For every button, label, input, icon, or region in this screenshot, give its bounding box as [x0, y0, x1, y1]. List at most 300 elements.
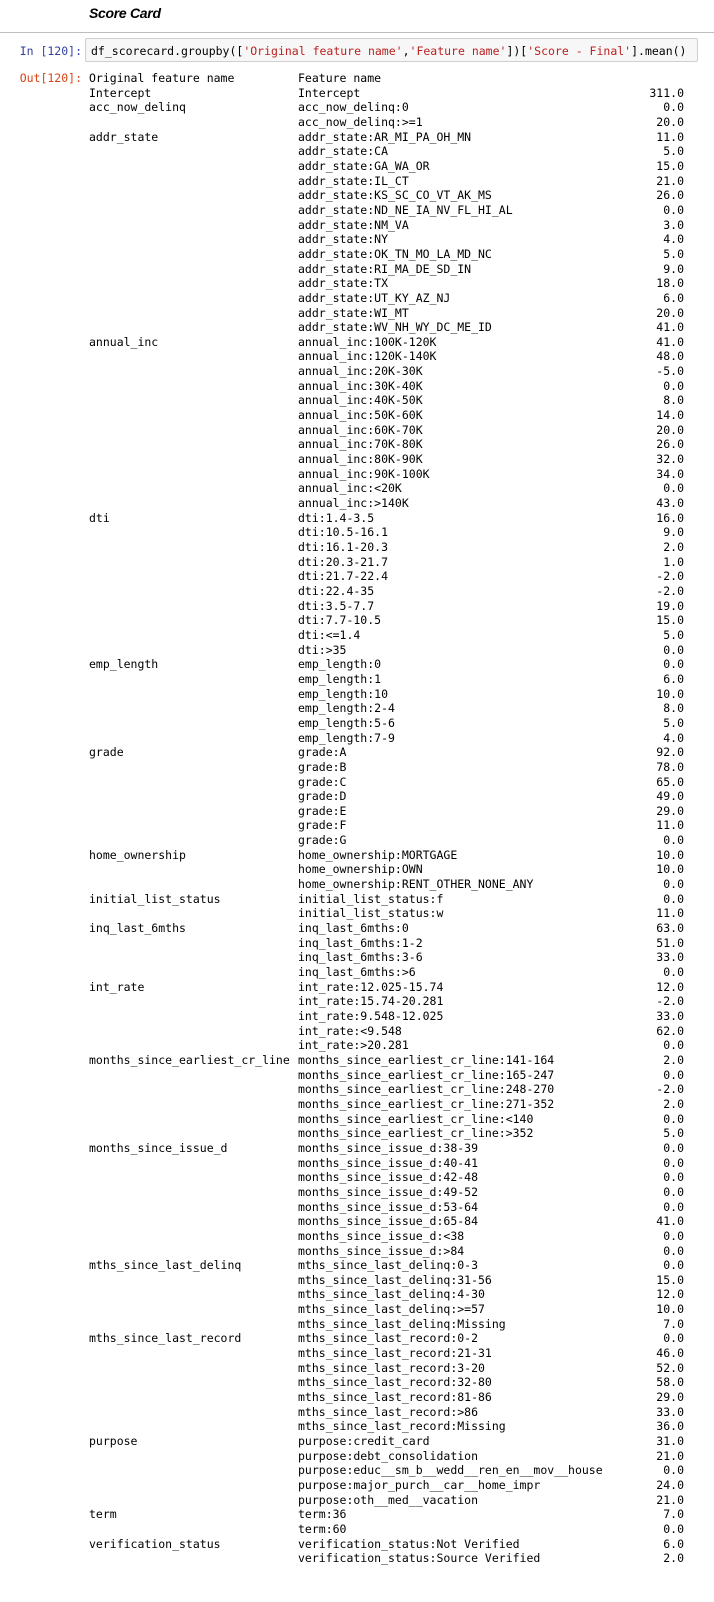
score-value: 0.0 — [663, 1170, 684, 1185]
score-value: 5.0 — [663, 246, 684, 261]
output-row — [89, 994, 684, 1009]
output-row — [89, 1361, 684, 1376]
feature-name: months_since_issue_d:42-48 — [298, 1170, 479, 1185]
original-feature-name — [89, 599, 298, 614]
original-feature-name — [89, 1068, 298, 1083]
feature-name: acc_now_delinq:0 — [298, 100, 409, 115]
original-feature-name — [89, 188, 298, 203]
header-feature-name: Feature name — [298, 71, 382, 85]
output-row — [89, 218, 684, 233]
output-row — [89, 511, 684, 526]
score-value: 65.0 — [656, 774, 684, 789]
output-row — [89, 232, 684, 247]
feature-name: home_ownership:OWN — [298, 862, 423, 877]
output-area — [89, 71, 684, 1566]
score-value: 14.0 — [656, 408, 684, 423]
score-value: 0.0 — [663, 891, 684, 906]
original-feature-name — [89, 481, 298, 496]
output-row — [89, 115, 684, 130]
original-feature-name — [89, 525, 298, 540]
original-feature-name — [89, 1200, 298, 1215]
output-row — [89, 1082, 684, 1097]
score-value: 0.0 — [663, 642, 684, 657]
original-feature-name — [89, 936, 298, 951]
feature-name: emp_length:5-6 — [298, 715, 395, 730]
score-value: 10.0 — [656, 686, 684, 701]
score-value: 24.0 — [656, 1478, 684, 1492]
score-value: 0.0 — [663, 1463, 684, 1478]
output-row — [89, 188, 684, 203]
original-feature-name — [89, 1170, 298, 1185]
output-row — [89, 980, 684, 995]
feature-name: home_ownership:RENT_OTHER_NONE_ANY — [298, 877, 534, 892]
feature-name: mths_since_last_record:0-2 — [298, 1331, 479, 1346]
original-feature-name — [89, 379, 298, 394]
score-value: 21.0 — [656, 1448, 684, 1463]
score-value: 26.0 — [656, 437, 684, 452]
original-feature-name — [89, 862, 298, 877]
original-feature-name — [89, 203, 298, 218]
output-row — [89, 467, 684, 482]
score-value: 19.0 — [656, 598, 684, 613]
score-value: 0.0 — [663, 1228, 684, 1243]
original-feature-name — [89, 1449, 298, 1464]
header-original-feature-name: Original feature name — [89, 71, 235, 85]
original-feature-name — [89, 364, 298, 379]
original-feature-name — [89, 818, 298, 833]
original-feature-name — [89, 1463, 298, 1478]
output-row — [89, 731, 684, 746]
output-row — [89, 159, 684, 174]
original-feature-name — [89, 408, 298, 423]
feature-name: purpose:oth__med__vacation — [298, 1492, 479, 1507]
output-row — [89, 657, 684, 672]
output-row — [89, 247, 684, 262]
output-row — [89, 1390, 684, 1405]
feature-name: addr_state:AR_MI_PA_OH_MN — [298, 129, 472, 144]
feature-name: addr_state:OK_TN_MO_LA_MD_NC — [298, 246, 492, 261]
feature-name: months_since_issue_d:<38 — [298, 1228, 465, 1243]
code-text[interactable] — [91, 44, 686, 58]
output-row — [89, 906, 684, 921]
output-row — [89, 393, 684, 408]
score-value: 6.0 — [663, 1536, 684, 1551]
original-feature-name — [89, 1214, 298, 1229]
original-feature-name: term — [89, 1507, 117, 1522]
score-value: 0.0 — [663, 1067, 684, 1082]
original-feature-name — [89, 613, 298, 628]
original-feature-name — [89, 467, 298, 482]
output-row — [89, 174, 684, 189]
original-feature-name — [89, 1082, 298, 1097]
score-value: 0.0 — [663, 657, 684, 672]
output-row — [89, 1214, 684, 1229]
feature-name: addr_state:ND_NE_IA_NV_FL_HI_AL — [298, 202, 513, 217]
feature-name: emp_length:10 — [298, 686, 389, 701]
output-row — [89, 701, 684, 716]
original-feature-name — [89, 1009, 298, 1024]
output-row — [89, 760, 684, 775]
score-value: 5.0 — [663, 627, 684, 642]
score-value: 12.0 — [656, 979, 684, 994]
output-row — [89, 818, 684, 833]
score-value: 34.0 — [656, 466, 684, 481]
original-feature-name — [89, 1097, 298, 1112]
feature-name: emp_length:7-9 — [298, 730, 395, 745]
output-row — [89, 1156, 684, 1171]
output-row — [89, 716, 684, 731]
original-feature-name — [89, 584, 298, 599]
original-feature-name: annual_inc — [89, 334, 159, 349]
original-feature-name — [89, 291, 298, 306]
feature-name: emp_length:1 — [298, 671, 382, 686]
original-feature-name: months_since_earliest_cr_line — [89, 1052, 290, 1067]
feature-name: dti:3.5-7.7 — [298, 598, 375, 613]
original-feature-name — [89, 1390, 298, 1405]
output-row — [89, 965, 684, 980]
original-feature-name: Intercept — [89, 85, 152, 100]
output-row — [89, 540, 684, 555]
output-row — [89, 1287, 684, 1302]
output-row — [89, 1200, 684, 1215]
original-feature-name — [89, 1346, 298, 1361]
original-feature-name — [89, 423, 298, 438]
feature-name: annual_inc:70K-80K — [298, 437, 423, 452]
output-row — [89, 1126, 684, 1141]
output-row — [89, 921, 684, 936]
score-value: -2.0 — [656, 583, 684, 598]
score-value: 16.0 — [656, 510, 684, 525]
original-feature-name — [89, 731, 298, 746]
score-value: 0.0 — [663, 202, 684, 217]
feature-name: annual_inc:<20K — [298, 481, 402, 496]
output-row — [89, 877, 684, 892]
score-value: 32.0 — [656, 452, 684, 467]
output-row — [89, 306, 684, 321]
output-row — [89, 379, 684, 394]
output-row — [89, 364, 684, 379]
output-row — [89, 672, 684, 687]
score-value: 7.0 — [663, 1507, 684, 1522]
feature-name: purpose:major_purch__car__home_impr — [298, 1478, 541, 1492]
score-value: 6.0 — [663, 671, 684, 686]
feature-name: mths_since_last_record:81-86 — [298, 1390, 492, 1405]
feature-name: dti:1.4-3.5 — [298, 510, 375, 525]
score-value: 92.0 — [656, 745, 684, 760]
original-feature-name: purpose — [89, 1434, 138, 1449]
output-row — [89, 833, 684, 848]
score-value: 29.0 — [656, 1390, 684, 1405]
original-feature-name — [89, 672, 298, 687]
score-value: 0.0 — [663, 1140, 684, 1155]
original-feature-name — [89, 1361, 298, 1376]
feature-name: annual_inc:100K-120K — [298, 334, 437, 349]
score-value: 10.0 — [656, 847, 684, 862]
score-value: 0.0 — [663, 1331, 684, 1346]
score-value: 0.0 — [663, 833, 684, 848]
original-feature-name: addr_state — [89, 129, 159, 144]
score-value: 52.0 — [656, 1360, 684, 1375]
original-feature-name — [89, 1419, 298, 1434]
score-value: 5.0 — [663, 715, 684, 730]
original-feature-name — [89, 950, 298, 965]
feature-name: addr_state:CA — [298, 144, 389, 159]
original-feature-name — [89, 1493, 298, 1508]
original-feature-name — [89, 218, 298, 233]
original-feature-name — [89, 701, 298, 716]
score-value: 21.0 — [656, 1492, 684, 1507]
score-value: -2.0 — [656, 569, 684, 584]
section-title: Score Card — [89, 5, 161, 21]
feature-name: months_since_issue_d:49-52 — [298, 1184, 479, 1199]
feature-name: months_since_issue_d:53-64 — [298, 1199, 479, 1214]
feature-name: Intercept — [298, 85, 361, 100]
output-row — [89, 130, 684, 145]
original-feature-name — [89, 760, 298, 775]
original-feature-name — [89, 1551, 298, 1566]
output-header-row — [89, 71, 684, 86]
original-feature-name — [89, 555, 298, 570]
score-value: 0.0 — [663, 1243, 684, 1258]
score-value: 10.0 — [656, 862, 684, 877]
original-feature-name — [89, 1478, 298, 1493]
feature-name: months_since_issue_d:38-39 — [298, 1140, 479, 1155]
output-row — [89, 1258, 684, 1273]
original-feature-name — [89, 1112, 298, 1127]
output-row — [89, 1537, 684, 1552]
cell-separator — [0, 32, 714, 33]
original-feature-name — [89, 437, 298, 452]
score-value: 78.0 — [656, 759, 684, 774]
output-row — [89, 643, 684, 658]
score-value: 11.0 — [656, 906, 684, 921]
feature-name: dti:16.1-20.3 — [298, 540, 389, 554]
output-row — [89, 1185, 684, 1200]
score-value: 15.0 — [656, 158, 684, 173]
output-row — [89, 1419, 684, 1434]
output-row — [89, 320, 684, 335]
feature-name: initial_list_status:w — [298, 906, 444, 921]
output-row — [89, 349, 684, 364]
original-feature-name — [89, 247, 298, 262]
original-feature-name — [89, 1317, 298, 1332]
score-value: 2.0 — [663, 1551, 684, 1566]
score-value: 2.0 — [663, 1052, 684, 1067]
score-value: 0.0 — [663, 1184, 684, 1199]
feature-name: annual_inc:80K-90K — [298, 452, 423, 467]
output-row — [89, 1375, 684, 1390]
score-value: 36.0 — [656, 1419, 684, 1434]
score-value: 41.0 — [656, 334, 684, 349]
score-value: 11.0 — [656, 818, 684, 833]
original-feature-name — [89, 1126, 298, 1141]
output-row — [89, 1463, 684, 1478]
feature-name: addr_state:RI_MA_DE_SD_IN — [298, 261, 472, 276]
feature-name: annual_inc:40K-50K — [298, 393, 423, 408]
feature-name: int_rate:>20.281 — [298, 1038, 409, 1053]
feature-name: grade:A — [298, 745, 347, 760]
score-value: 0.0 — [663, 1258, 684, 1273]
feature-name: int_rate:15.74-20.281 — [298, 994, 444, 1009]
feature-name: home_ownership:MORTGAGE — [298, 847, 458, 862]
feature-name: int_rate:9.548-12.025 — [298, 1009, 444, 1023]
original-feature-name: inq_last_6mths — [89, 921, 186, 936]
score-value: 8.0 — [663, 393, 684, 408]
output-row — [89, 496, 684, 511]
output-row — [89, 1331, 684, 1346]
feature-name: annual_inc:30K-40K — [298, 378, 423, 393]
score-value: 63.0 — [656, 921, 684, 936]
feature-name: term:36 — [298, 1507, 347, 1522]
feature-name: grade:E — [298, 803, 347, 818]
output-row — [89, 950, 684, 965]
output-row — [89, 775, 684, 790]
output-row — [89, 569, 684, 584]
feature-name: dti:<=1.4 — [298, 627, 361, 642]
feature-name: dti:22.4-35 — [298, 583, 375, 598]
feature-name: mths_since_last_record:3-20 — [298, 1360, 485, 1375]
score-value: 0.0 — [663, 378, 684, 393]
score-value: 0.0 — [663, 1038, 684, 1053]
score-value: -2.0 — [656, 994, 684, 1009]
output-row — [89, 1346, 684, 1361]
output-row — [89, 613, 684, 628]
score-value: 10.0 — [656, 1302, 684, 1317]
original-feature-name — [89, 174, 298, 189]
feature-name: grade:D — [298, 789, 347, 804]
score-value: 2.0 — [663, 540, 684, 554]
score-value: 29.0 — [656, 803, 684, 818]
original-feature-name: months_since_issue_d — [89, 1140, 228, 1155]
original-feature-name — [89, 540, 298, 555]
original-feature-name — [89, 115, 298, 130]
feature-name: verification_status:Source Verified — [298, 1551, 541, 1566]
feature-name: mths_since_last_delinq:0-3 — [298, 1258, 479, 1273]
score-value: 311.0 — [649, 85, 684, 100]
original-feature-name — [89, 232, 298, 247]
score-value: 5.0 — [663, 1126, 684, 1141]
feature-name: grade:G — [298, 833, 347, 848]
output-prompt: Out[120]: — [19, 71, 82, 85]
output-row — [89, 1244, 684, 1259]
score-value: 48.0 — [656, 349, 684, 364]
feature-name: inq_last_6mths:0 — [298, 921, 409, 936]
score-value: 3.0 — [663, 217, 684, 232]
original-feature-name: acc_now_delinq — [89, 100, 186, 115]
score-value: 31.0 — [656, 1434, 684, 1449]
original-feature-name — [89, 496, 298, 511]
original-feature-name — [89, 775, 298, 790]
original-feature-name: dti — [89, 510, 110, 525]
feature-name: term:60 — [298, 1521, 347, 1536]
original-feature-name: home_ownership — [89, 847, 186, 862]
feature-name: dti:20.3-21.7 — [298, 554, 389, 569]
feature-name: verification_status:Not Verified — [298, 1536, 520, 1551]
output-row — [89, 276, 684, 291]
score-value: 41.0 — [656, 1214, 684, 1229]
output-row — [89, 1009, 684, 1024]
score-value: 33.0 — [656, 950, 684, 965]
feature-name: months_since_earliest_cr_line:>352 — [298, 1126, 534, 1141]
feature-name: grade:B — [298, 759, 347, 774]
feature-name: months_since_issue_d:65-84 — [298, 1214, 479, 1229]
feature-name: emp_length:0 — [298, 657, 382, 672]
feature-name: acc_now_delinq:>=1 — [298, 114, 423, 129]
feature-name: inq_last_6mths:1-2 — [298, 935, 423, 950]
original-feature-name — [89, 643, 298, 658]
feature-name: months_since_earliest_cr_line:<140 — [298, 1111, 534, 1126]
original-feature-name — [89, 1244, 298, 1259]
original-feature-name — [89, 306, 298, 321]
original-feature-name — [89, 687, 298, 702]
feature-name: int_rate:12.025-15.74 — [298, 979, 444, 994]
output-row — [89, 804, 684, 819]
output-row — [89, 892, 684, 907]
original-feature-name — [89, 1024, 298, 1039]
original-feature-name — [89, 716, 298, 731]
code-token: df_scorecard.groupby([ — [91, 44, 244, 58]
score-value: 20.0 — [656, 114, 684, 129]
feature-name: mths_since_last_delinq:Missing — [298, 1316, 506, 1331]
output-row — [89, 745, 684, 760]
output-row — [89, 584, 684, 599]
output-row — [89, 1141, 684, 1156]
score-value: 0.0 — [663, 877, 684, 892]
score-value: 0.0 — [663, 1155, 684, 1170]
feature-name: addr_state:NY — [298, 232, 389, 247]
output-row — [89, 687, 684, 702]
original-feature-name — [89, 1185, 298, 1200]
feature-name: addr_state:UT_KY_AZ_NJ — [298, 290, 451, 305]
score-value: 51.0 — [656, 935, 684, 950]
original-feature-name — [89, 994, 298, 1009]
score-value: 4.0 — [663, 730, 684, 745]
feature-name: inq_last_6mths:3-6 — [298, 950, 423, 965]
output-row — [89, 555, 684, 570]
feature-name: addr_state:WV_NH_WY_DC_ME_ID — [298, 320, 492, 335]
feature-name: annual_inc:50K-60K — [298, 408, 423, 423]
score-value: 0.0 — [663, 100, 684, 115]
feature-name: months_since_issue_d:40-41 — [298, 1155, 479, 1170]
output-row — [89, 1449, 684, 1464]
score-value: -2.0 — [656, 1082, 684, 1097]
score-value: 43.0 — [656, 496, 684, 511]
original-feature-name — [89, 276, 298, 291]
score-value: 33.0 — [656, 1404, 684, 1419]
output-row — [89, 848, 684, 863]
output-row — [89, 1493, 684, 1508]
feature-name: months_since_earliest_cr_line:165-247 — [298, 1067, 555, 1082]
original-feature-name — [89, 159, 298, 174]
original-feature-name — [89, 1302, 298, 1317]
output-row — [89, 1273, 684, 1288]
feature-name: purpose:debt_consolidation — [298, 1448, 479, 1463]
output-row — [89, 452, 684, 467]
score-value: 11.0 — [656, 129, 684, 144]
score-value: 4.0 — [663, 232, 684, 247]
output-row — [89, 1112, 684, 1127]
code-input-cell[interactable] — [85, 38, 698, 62]
score-value: 26.0 — [656, 188, 684, 203]
output-row — [89, 437, 684, 452]
feature-name: dti:10.5-16.1 — [298, 525, 389, 540]
code-string-token: 'Feature name' — [409, 44, 507, 58]
feature-name: grade:F — [298, 818, 347, 833]
feature-name: addr_state:TX — [298, 276, 389, 291]
output-row — [89, 1170, 684, 1185]
feature-name: dti:21.7-22.4 — [298, 569, 389, 584]
feature-name: annual_inc:60K-70K — [298, 422, 423, 437]
